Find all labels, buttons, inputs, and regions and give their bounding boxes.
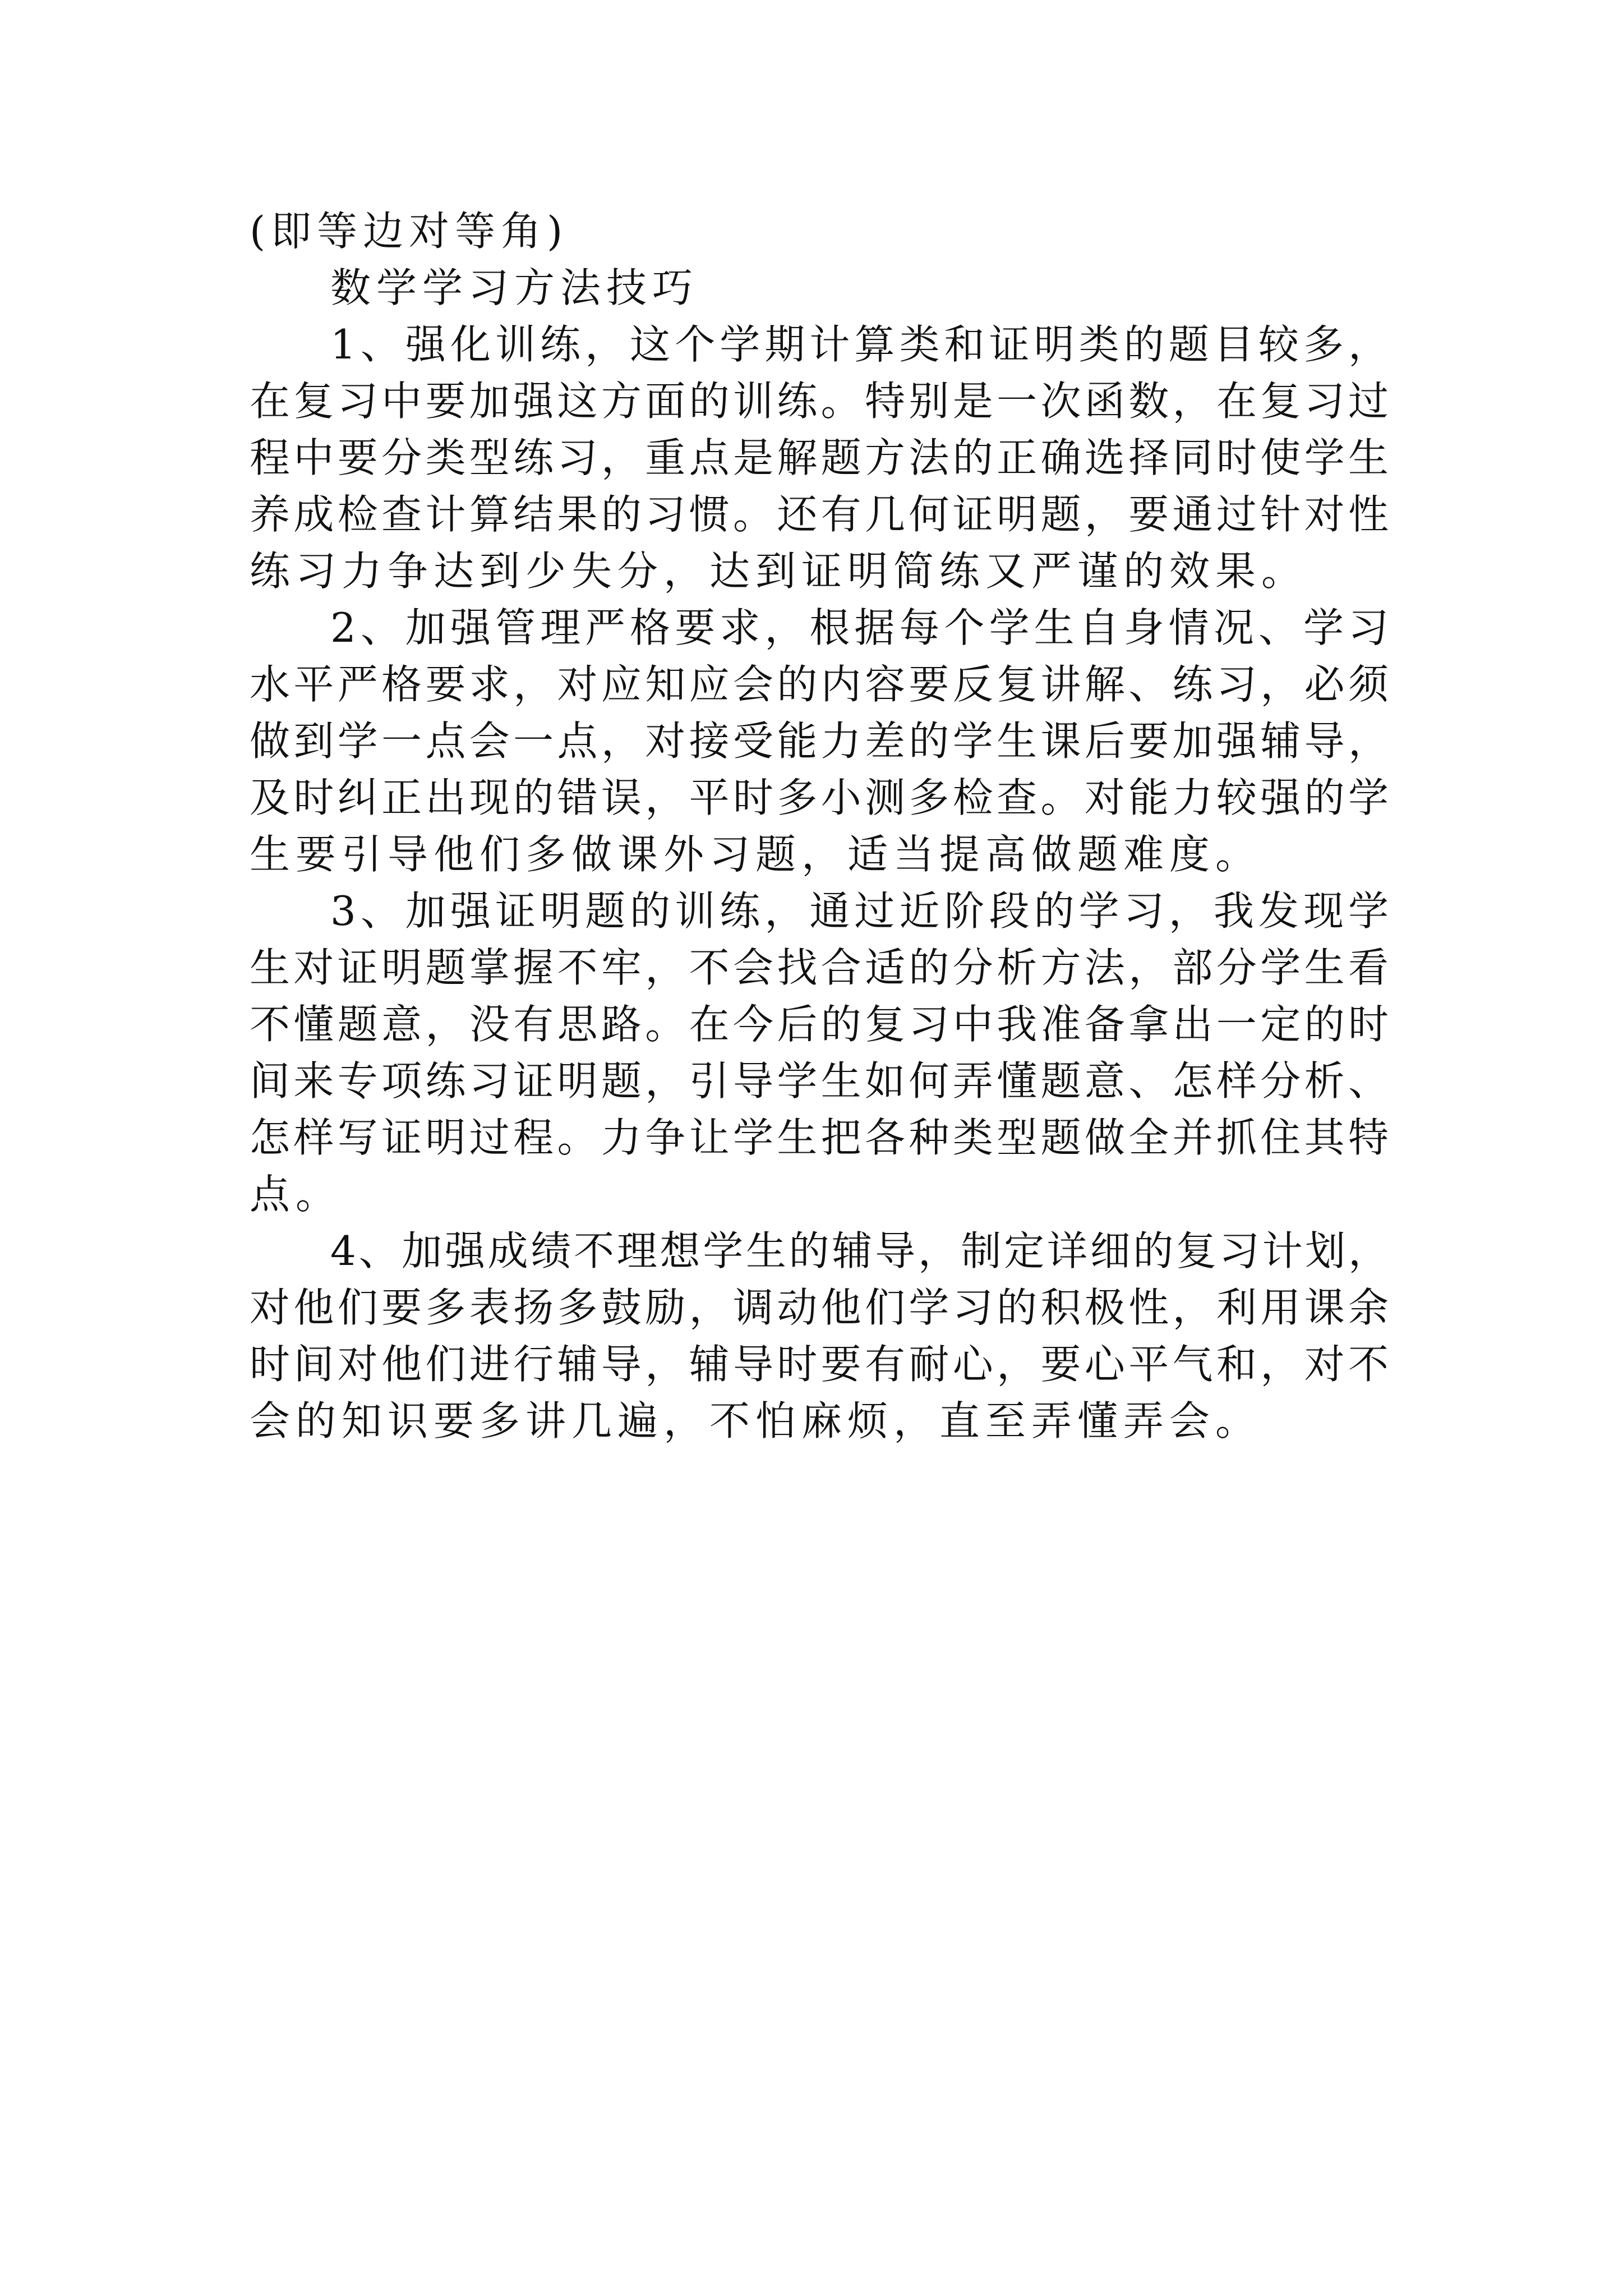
paragraph-line: 生对证明题掌握不牢，不会找合适的分析方法，部分学生看 bbox=[250, 944, 1391, 991]
paragraph-line: 练习力争达到少失分，达到证明简练又严谨的效果。 bbox=[250, 547, 1308, 595]
paragraph-line: 程中要分类型练习，重点是解题方法的正确选择同时使学生 bbox=[250, 434, 1391, 481]
paragraph-line: 1、强化训练，这个学期计算类和证明类的题目较多， bbox=[330, 321, 1391, 368]
paragraph-line: 时间对他们进行辅导，辅导时要有耐心，要心平气和，对不 bbox=[250, 1341, 1391, 1388]
paragraph-1 bbox=[250, 316, 1391, 600]
paragraph-line: 2、加强管理严格要求，根据每个学生自身情况、学习 bbox=[330, 604, 1391, 651]
document-body bbox=[250, 203, 1391, 1450]
paragraph-line: 会的知识要多讲几遍，不怕麻烦，直至弄懂弄会。 bbox=[250, 1397, 1262, 1444]
paragraph-line: 生要引导他们多做课外习题，适当提高做题难度。 bbox=[250, 831, 1262, 878]
paragraph-line: 在复习中要加强这方面的训练。特别是一次函数，在复习过 bbox=[250, 378, 1391, 425]
paragraph-line: 及时纠正出现的错误，平时多小测多检查。对能力较强的学 bbox=[250, 774, 1391, 821]
paragraph-line: 点。 bbox=[250, 1171, 342, 1218]
paragraph-line: 养成检查计算结果的习惯。还有几何证明题，要通过针对性 bbox=[250, 491, 1391, 538]
paragraph-line: 对他们要多表扬多鼓励，调动他们学习的积极性，利用课余 bbox=[250, 1284, 1391, 1331]
paragraph-line: 间来专项练习证明题，引导学生如何弄懂题意、怎样分析、 bbox=[250, 1057, 1391, 1105]
paragraph-line: 做到学一点会一点，对接受能力差的学生课后要加强辅导， bbox=[250, 717, 1391, 765]
paragraph-3 bbox=[250, 883, 1391, 1223]
paragraph-line: 不懂题意，没有思路。在今后的复习中我准备拿出一定的时 bbox=[250, 1001, 1391, 1048]
paragraph-line: 3、加强证明题的训练，通过近阶段的学习，我发现学 bbox=[330, 887, 1391, 935]
paragraph-line: 4、加强成绩不理想学生的辅导，制定详细的复习计划， bbox=[330, 1227, 1391, 1274]
paragraph-line: 水平严格要求，对应知应会的内容要反复讲解、练习，必须 bbox=[250, 661, 1391, 708]
intro-line: (即等边对等角) bbox=[250, 208, 569, 255]
paragraph-2 bbox=[250, 600, 1391, 883]
paragraph-4 bbox=[250, 1223, 1391, 1450]
section-title: 数学学习方法技巧 bbox=[330, 264, 699, 311]
paragraph-line: 怎样写证明过程。力争让学生把各种类型题做全并抓住其特 bbox=[250, 1114, 1391, 1161]
